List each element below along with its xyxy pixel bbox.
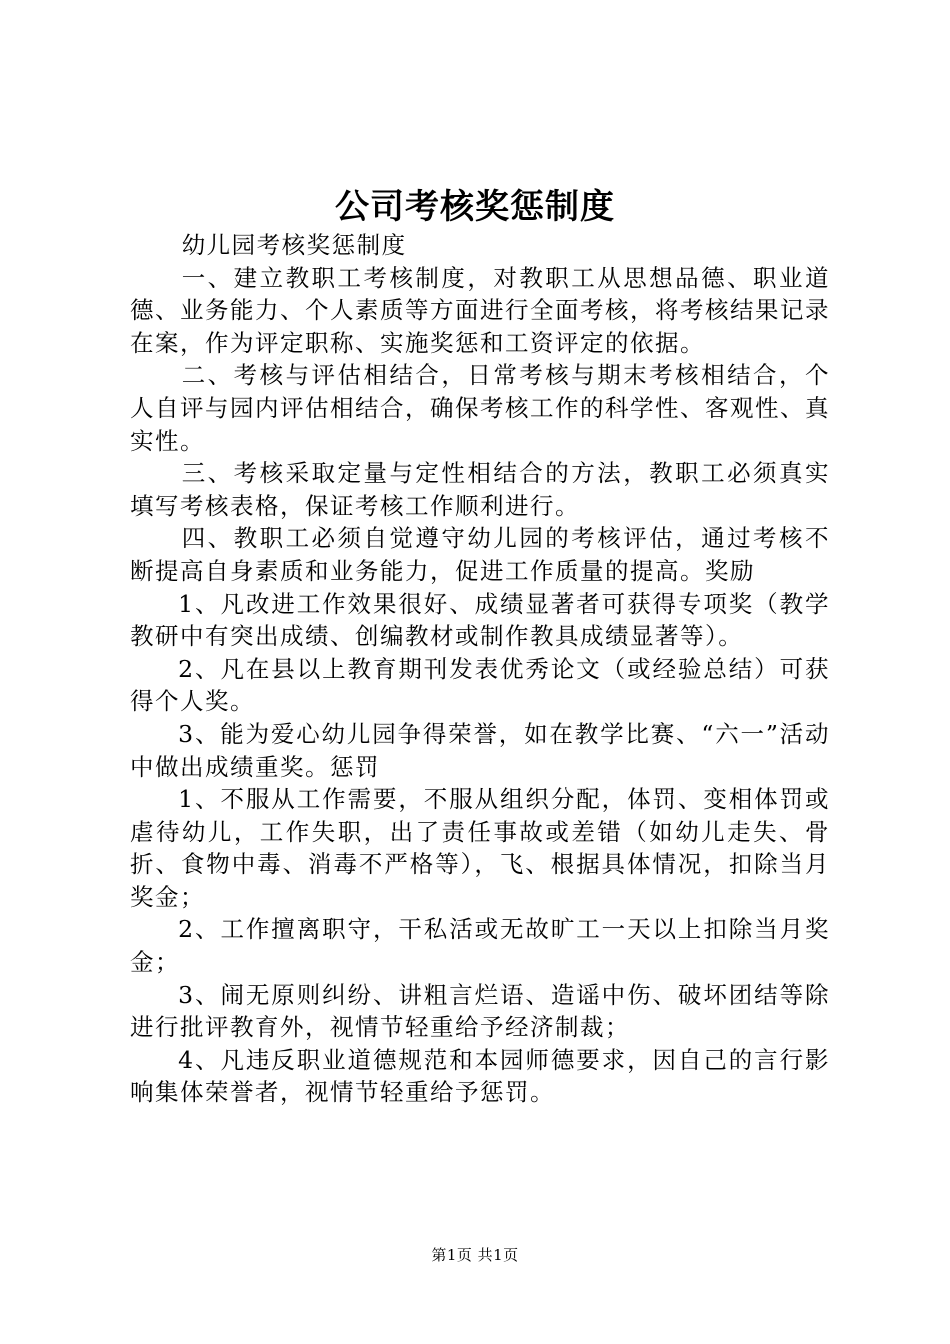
paragraph-subtitle: 幼儿园考核奖惩制度	[181, 231, 407, 259]
paragraph-item-3: 三、考核采取定量与定性相结合的方法，教职工必须真实填写考核表格，保证考核工作顺利进行。	[130, 459, 830, 520]
page-number-footer: 第1页 共1页	[431, 1246, 519, 1264]
paragraph-reward-3: 3、能为爱心幼儿园争得荣誉，如在教学比赛、“六一”活动中做出成绩重奖。惩罚	[130, 719, 830, 781]
document-body	[130, 229, 830, 1109]
paragraph-penalty-2: 2、工作擅离职守，干私活或无故旷工一天以上扣除当月奖金；	[130, 915, 830, 977]
document-title: 公司考核奖惩制度	[335, 187, 615, 227]
paragraph-penalty-3: 3、闹无原则纠纷、讲粗言烂语、造谣中伤、破坏团结等除进行批评教育外，视情节轻重给予经济制裁；	[130, 980, 830, 1042]
paragraph-penalty-4: 4、凡违反职业道德规范和本园师德要求，因自己的言行影响集体荣誉者，视情节轻重给予惩罚。	[130, 1045, 830, 1107]
paragraph-item-1: 一、建立教职工考核制度，对教职工从思想品德、职业道德、业务能力、个人素质等方面进行全面考核，将考核结果记录在案，作为评定职称、实施奖惩和工资评定的依据。	[130, 263, 830, 357]
paragraph-reward-2: 2、凡在县以上教育期刊发表优秀论文（或经验总结）可获得个人奖。	[130, 654, 830, 716]
paragraph-reward-1: 1、凡改进工作效果很好、成绩显著者可获得专项奖（教学教研中有突出成绩、创编教材或制作教具成绩显著等）。	[130, 589, 830, 651]
paragraph-item-2: 二、考核与评估相结合，日常考核与期末考核相结合，个人自评与园内评估相结合，确保考核工作的科学性、客观性、真实性。	[130, 361, 830, 455]
paragraph-penalty-1: 1、不服从工作需要，不服从组织分配，体罚、变相体罚或虐待幼儿，工作失职，出了责任事故或差错（如幼儿走失、骨折、食物中毒、消毒不严格等），飞、根据具体情况，扣除当月奖金；	[130, 785, 830, 911]
paragraph-item-4: 四、教职工必须自觉遵守幼儿园的考核评估，通过考核不断提高自身素质和业务能力，促进工作质量的提高。奖励	[130, 524, 830, 585]
